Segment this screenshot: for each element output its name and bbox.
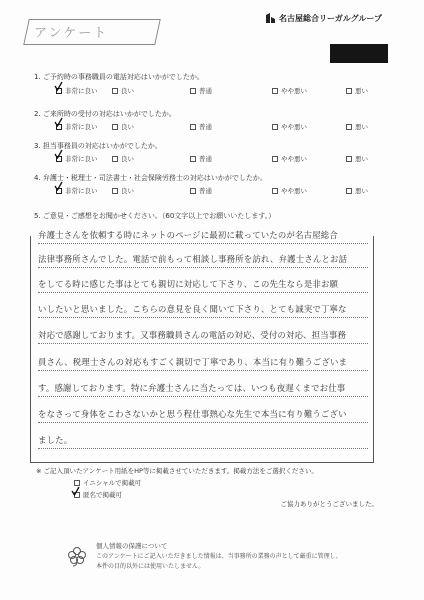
option-very-good[interactable]: 非常に良い xyxy=(56,154,112,163)
option-normal[interactable]: 普通 xyxy=(190,186,272,195)
ruled-line xyxy=(38,370,368,371)
option-somewhat-bad[interactable]: やや悪い xyxy=(272,154,346,163)
question-5: 5. ご意見・ご感想をお聞かせください。（60文字以上でお願いいたします。） xyxy=(34,212,276,220)
option-bad[interactable]: 悪い xyxy=(346,154,396,163)
question-3-options xyxy=(56,154,396,163)
option-normal[interactable]: 普通 xyxy=(190,86,272,95)
question-2: 2. ご来所時の受付の対応はいかがでしたか。 xyxy=(34,110,176,118)
ruled-line xyxy=(38,396,368,397)
firm-logo xyxy=(265,12,382,24)
privacy-text: 本件の目的以外には使用いたしません。 xyxy=(96,563,205,570)
comment-box[interactable] xyxy=(30,236,374,463)
question-1-options xyxy=(56,86,396,95)
question-2-options xyxy=(56,122,396,131)
comment-line: 法律事務所さんでした。電話で前もって相談し事務所を訪れ、弁護士さんとお話 xyxy=(38,254,348,264)
option-bad[interactable]: 悪い xyxy=(346,186,396,195)
question-1: 1. ご予約時の事務職員の電話対応はいかがでしたか。 xyxy=(34,73,204,81)
publication-notice: ※ ご記入頂いたアンケート用紙をHP等に掲載させていただきます。掲載方法をご選択ください。 xyxy=(36,467,318,475)
option-good[interactable]: 良い xyxy=(112,186,190,195)
option-bad[interactable]: 悪い xyxy=(346,122,396,131)
consent-initials[interactable]: イニシャルで掲載可 xyxy=(74,478,141,487)
comment-line: 対応で感謝しております。又事務職員さんの電話の対応、受付の対応、担当事務 xyxy=(38,330,347,340)
option-very-good[interactable]: 非常に良い xyxy=(56,86,112,95)
ruled-line xyxy=(38,422,368,423)
checkmark-icon xyxy=(54,181,63,192)
comment-line: をしてる時に感じた事はとても親切に対応して下さり、この先生なら是非お願 xyxy=(38,279,339,289)
question-3: 3. 担当事務員の対応はいかがでしたか。 xyxy=(34,142,162,150)
privacy-text: このアンケートにご記入いただきました情報は、当事務所の業務の声として厳重に管理し、 xyxy=(96,553,342,560)
option-normal[interactable]: 普通 xyxy=(190,122,272,131)
privacy-heading: 個人情報の保護について xyxy=(96,542,168,550)
ruled-line xyxy=(38,448,368,449)
ruled-line xyxy=(38,243,368,244)
comment-line: をなさって身体をこわさないかと思う程仕事熱心な先生で本当に有り難うござい xyxy=(38,409,347,419)
comment-line: いしたいと思いました。こちらの意見を良く聞いて下さり、とても誠実で丁寧な xyxy=(38,304,347,314)
checkmark-icon xyxy=(54,81,63,92)
checkmark-icon xyxy=(54,149,63,160)
ruled-line xyxy=(38,267,368,268)
option-very-good[interactable]: 非常に良い xyxy=(56,186,112,195)
option-good[interactable]: 良い xyxy=(112,86,190,95)
thanks-message: ご協力ありがとうございました。 xyxy=(280,500,378,508)
comment-line: ました。 xyxy=(38,435,73,445)
firm-name: 名古屋総合リーガルグループ xyxy=(278,13,382,23)
flower-icon xyxy=(66,545,88,567)
option-bad[interactable]: 悪い xyxy=(346,86,396,95)
option-somewhat-bad[interactable]: やや悪い xyxy=(272,186,346,195)
comment-line: す。感謝しております。特に弁護士さんに当たっては、いつも夜遅くまでお仕事 xyxy=(38,383,346,393)
question-4-options xyxy=(56,186,396,195)
option-good[interactable]: 良い xyxy=(112,122,190,131)
survey-title: アンケート xyxy=(34,26,109,41)
option-somewhat-bad[interactable]: やや悪い xyxy=(272,122,346,131)
consent-anonymous[interactable]: 匿名で掲載可 xyxy=(74,490,122,499)
ruled-line xyxy=(38,292,368,293)
option-good[interactable]: 良い xyxy=(112,154,190,163)
redaction-block xyxy=(330,44,388,63)
comment-line: 員さん、税理士さんの対応もすごく親切で丁寧であり、本当に有り難うございま xyxy=(38,357,348,367)
checkmark-icon xyxy=(54,117,63,128)
checkmark-icon xyxy=(71,486,80,497)
comment-line: 弁護士さんを依頼する時にネットのページに最初に載っていたのが名古屋総合 xyxy=(38,230,338,240)
question-4: 4. 弁護士・税理士・司法書士・社会保険労務士の対応はいかがでしたか。 xyxy=(34,174,267,182)
option-somewhat-bad[interactable]: やや悪い xyxy=(272,86,346,95)
firm-logo-icon xyxy=(265,12,276,24)
option-normal[interactable]: 普通 xyxy=(190,154,272,163)
option-very-good[interactable]: 非常に良い xyxy=(56,122,112,131)
ruled-line xyxy=(38,317,368,318)
ruled-line xyxy=(38,343,368,344)
